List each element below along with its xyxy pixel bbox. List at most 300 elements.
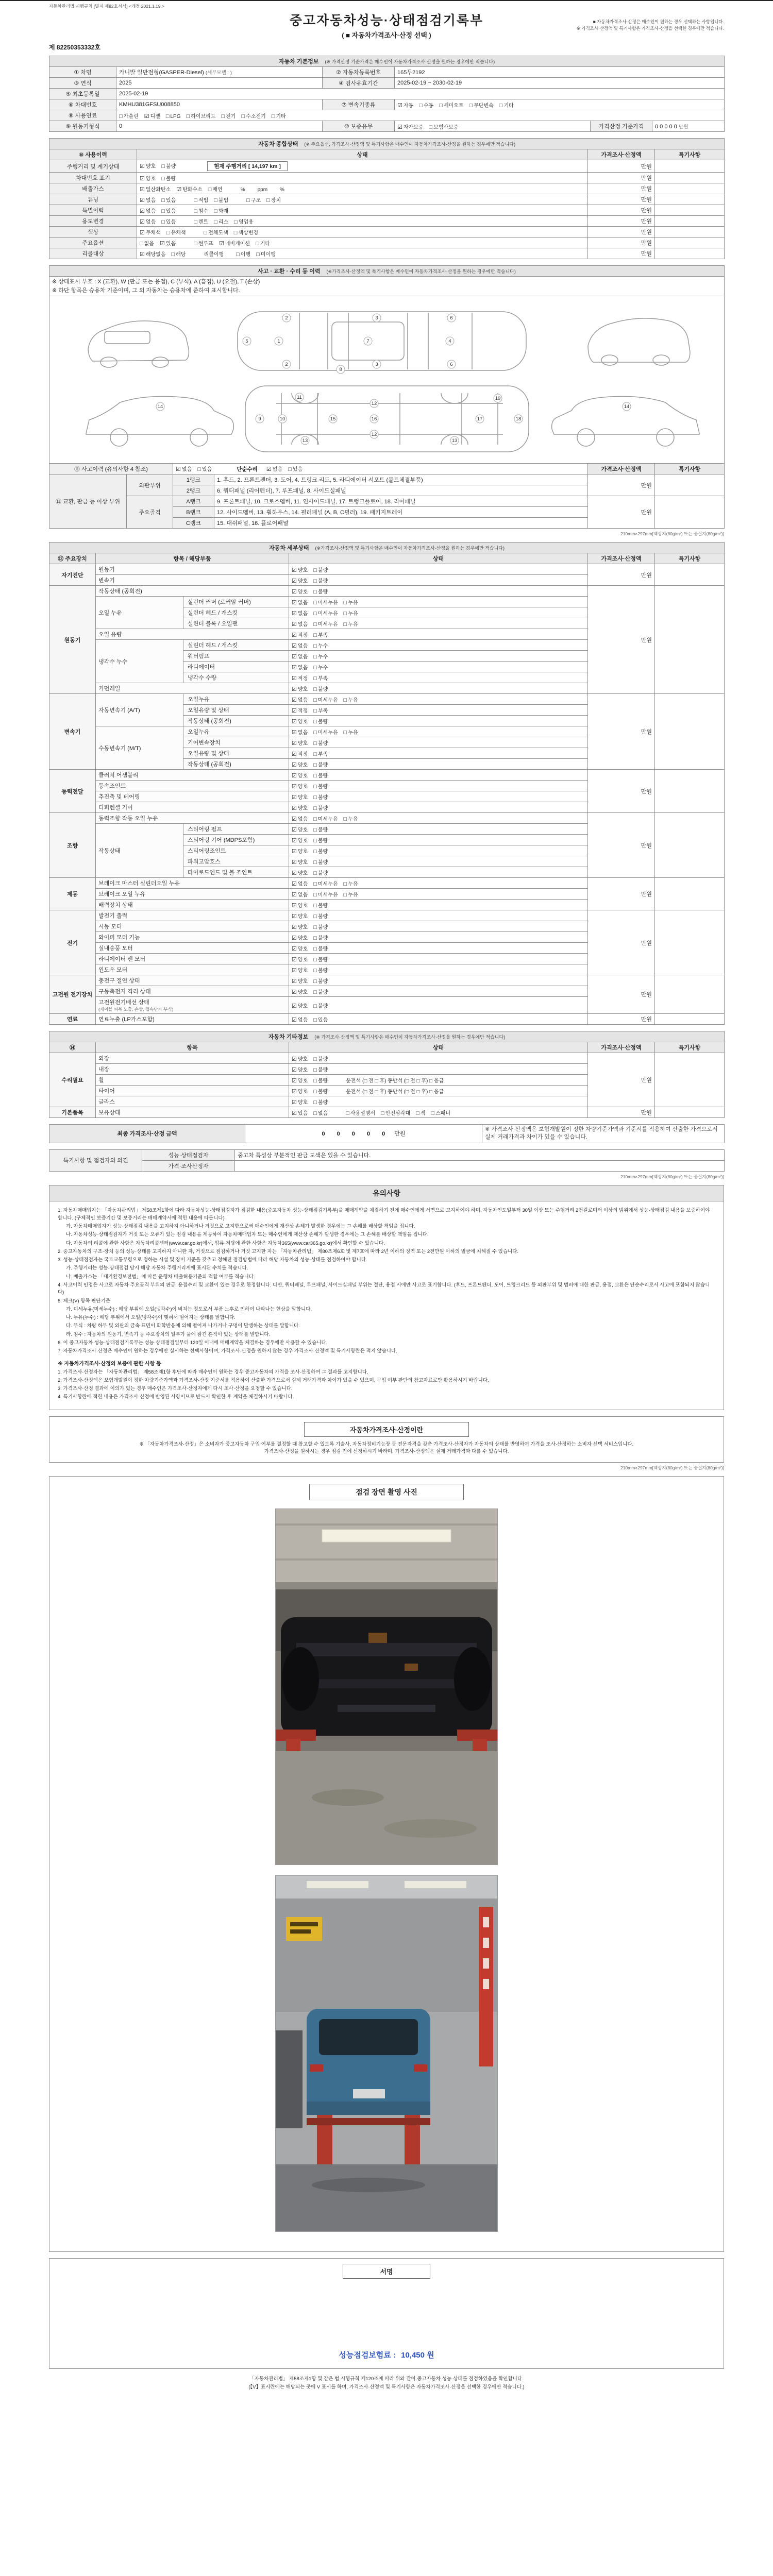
checkbox-option[interactable]: □ 불량: [313, 967, 328, 974]
checkbox-icon: □: [313, 567, 317, 573]
checkbox-option[interactable]: □ 무단변속: [469, 102, 494, 109]
checkbox-icon: □: [313, 880, 317, 887]
checkbox-icon: □: [313, 642, 317, 649]
checkbox-option[interactable]: □ 누수: [313, 664, 328, 671]
checkbox-option[interactable]: ☑ 양호: [292, 924, 308, 930]
checkbox-option[interactable]: □ 불량: [313, 1077, 328, 1084]
checkbox-option[interactable]: □ 불량: [313, 761, 328, 768]
checkbox-option[interactable]: ☑ 자동: [397, 102, 414, 109]
state-cell: [137, 173, 588, 183]
checkbox-option[interactable]: ☑ 양호: [292, 826, 308, 833]
checkbox-option[interactable]: □ 없음: [140, 240, 154, 247]
price-cell[interactable]: 만원: [588, 194, 655, 205]
checkbox-option[interactable]: ☑ 없음: [292, 1016, 308, 1023]
checkbox-option[interactable]: ☑ 양호: [292, 718, 308, 725]
underbody-view: [245, 386, 529, 452]
state-cell: [137, 205, 588, 216]
checkbox-option[interactable]: □ 누유: [343, 610, 358, 617]
checkbox-option[interactable]: ☑ 양호: [292, 794, 308, 801]
checkbox-option[interactable]: □ 불량: [313, 859, 328, 866]
note-cell[interactable]: [655, 1014, 725, 1025]
checkbox-option[interactable]: ☑ 양호: [292, 805, 308, 811]
checkbox-icon: □: [313, 783, 317, 790]
device-row: [49, 694, 725, 705]
price-cell[interactable]: 만원: [588, 694, 655, 770]
note-cell[interactable]: [655, 183, 725, 194]
checkbox-option[interactable]: □ 불량: [313, 1066, 328, 1073]
price-cell[interactable]: 만원: [588, 564, 655, 586]
price-cell[interactable]: 만원: [588, 813, 655, 878]
checkbox-option[interactable]: □ 전기: [221, 113, 236, 120]
item-label: 발전기 출력: [96, 910, 289, 921]
checkbox-option[interactable]: □ 불량: [313, 1088, 328, 1095]
notice-line: 1. 가격조사·산정자는 「자동차관리법」 제58조제1항 후단에 따라 매수인이 원하는 경우 중고자동차의 가격을 조사·산정하여 그 결과를 고지합니다.: [58, 1369, 368, 1375]
checkbox-option[interactable]: ☑ 양호: [292, 967, 308, 974]
checkbox-option[interactable]: □ 불량: [313, 1056, 328, 1062]
checkbox-option[interactable]: ☑ 없음: [292, 642, 308, 649]
inspector-opinion[interactable]: 중고차 특성상 부분적인 판금 도색은 있을 수 있습니다.: [235, 1149, 725, 1160]
checkbox-option[interactable]: ☑ 양호: [292, 956, 308, 963]
checkbox-icon: □: [194, 240, 197, 247]
panel-part-label: 주요골격: [127, 496, 173, 529]
price-cell[interactable]: 만원: [588, 248, 655, 259]
checkbox-option[interactable]: ☑ 양호: [292, 783, 308, 790]
checkbox-option[interactable]: ☑ 양호: [292, 1056, 308, 1062]
rank-label: B랭크: [173, 507, 214, 518]
checkbox-icon: ☑: [292, 729, 297, 736]
checkbox-icon: ☑: [176, 466, 181, 472]
checkbox-option[interactable]: □ 전체도색: [204, 229, 228, 236]
note-cell[interactable]: [655, 248, 725, 259]
checkbox-option[interactable]: □ 잭: [416, 1110, 426, 1116]
checkbox-option[interactable]: □ 있음: [161, 197, 176, 204]
checkbox-option[interactable]: □ 보험사보증: [429, 124, 459, 130]
checkbox-option[interactable]: □ 화재: [214, 208, 229, 214]
usage-item-label: 리콜대상: [49, 248, 137, 259]
checkbox-option[interactable]: □ 렌트: [194, 218, 209, 225]
checkbox-option[interactable]: ☑ 양호: [292, 740, 308, 747]
checkbox-option[interactable]: □ 미세누유: [313, 729, 338, 736]
checkbox-option[interactable]: □ 기타: [499, 102, 514, 109]
checkbox-icon: ☑: [140, 251, 145, 258]
checkbox-option[interactable]: ☑ 양호: [140, 175, 156, 182]
checkbox-option[interactable]: ☑ 양호: [292, 567, 308, 573]
checkbox-icon: □: [343, 599, 347, 606]
checkbox-option[interactable]: □ 스패너: [431, 1110, 451, 1116]
checkbox-icon: ☑: [292, 880, 297, 887]
checkbox-icon: ☑: [292, 816, 297, 822]
item-label: 시동 모터: [96, 921, 289, 932]
checkbox-option[interactable]: □ 미이행: [256, 251, 276, 258]
section-title-detail: 자동차 세부상태 (※가격조사·산정액 및 특기사항은 매수인이 자동차가격조사·산정을 원하는 경우에만 적습니다): [49, 543, 725, 553]
checkbox-option[interactable]: □ 영업용: [234, 218, 254, 225]
checkbox-option[interactable]: □ 미세누유: [313, 610, 338, 617]
checkbox-option[interactable]: ☑ 양호: [292, 978, 308, 985]
note-cell[interactable]: [655, 205, 725, 216]
base-price-value[interactable]: 0 0 0 0 0 만원: [652, 121, 725, 132]
checkbox-icon: □: [204, 229, 208, 236]
note-cell[interactable]: [655, 878, 725, 910]
checkbox-option[interactable]: ☑ 양호: [292, 1003, 308, 1009]
price-cell[interactable]: 만원: [588, 474, 655, 496]
rank-label: 1랭크: [173, 474, 214, 485]
checkbox-option[interactable]: ☑ 있음: [292, 1110, 308, 1116]
checkbox-option[interactable]: □ 누수: [313, 642, 328, 649]
checkbox-option[interactable]: ☑ 양호: [292, 870, 308, 876]
checkbox-option[interactable]: ☑ 무채색: [140, 229, 161, 236]
checkbox-option[interactable]: ☑ 양호: [292, 588, 308, 595]
price-cell[interactable]: 만원: [588, 1014, 655, 1025]
checkbox-option[interactable]: □ 불량: [313, 935, 328, 941]
checkbox-option[interactable]: □ 누유: [343, 891, 358, 898]
price-cell[interactable]: 만원: [588, 205, 655, 216]
checkbox-option[interactable]: □ 미세누유: [313, 816, 338, 822]
item-label: 외장: [96, 1053, 289, 1064]
device-row: [49, 975, 725, 986]
checkbox-option[interactable]: ☑ 없음: [292, 653, 308, 660]
checkbox-icon: ☑: [292, 632, 297, 638]
note-cell[interactable]: [655, 770, 725, 813]
checkbox-option[interactable]: ☑ 양호: [292, 945, 308, 952]
state-cell: [289, 856, 588, 867]
price-cell[interactable]: 만원: [588, 878, 655, 910]
checkbox-option[interactable]: □ 있음: [161, 218, 176, 225]
checkbox-option[interactable]: □ 리스: [214, 218, 229, 225]
checkbox-option[interactable]: □ 부족: [313, 632, 328, 638]
checkbox-icon: ☑: [292, 794, 297, 801]
accident-history-label: ⑪ 사고이력 (유의사항 4 참조): [49, 464, 173, 474]
checkbox-option[interactable]: □ 해당: [171, 251, 186, 258]
checkbox-option[interactable]: ☑ 없음: [292, 880, 308, 887]
state-cell: [289, 705, 588, 716]
checkbox-option[interactable]: □ 누유: [343, 621, 358, 628]
price-cell[interactable]: 만원: [588, 227, 655, 238]
checkbox-option[interactable]: ☑ 양호: [292, 761, 308, 768]
checkbox-icon: □: [313, 621, 317, 628]
checkbox-option[interactable]: □ 장치: [266, 197, 281, 204]
checkbox-option[interactable]: □ 불량: [313, 956, 328, 963]
subitem-label: 오일누유: [183, 694, 289, 705]
checkbox-option[interactable]: □ 없음: [313, 1110, 328, 1116]
device-group-label: 수리필요: [49, 1053, 96, 1107]
checkbox-option[interactable]: ☑ 양호: [292, 686, 308, 692]
checkbox-option[interactable]: ☑ 없음: [140, 197, 156, 204]
checkbox-option[interactable]: ☑ 없음: [140, 218, 156, 225]
checkbox-option[interactable]: □ 미세누유: [313, 880, 338, 887]
checkbox-option[interactable]: □ 불량: [313, 837, 328, 844]
checkbox-option[interactable]: □ 불량: [313, 826, 328, 833]
checkbox-option[interactable]: □ 불량: [313, 870, 328, 876]
checkbox-option[interactable]: □ 수동: [419, 102, 434, 109]
checkbox-option[interactable]: ☑ 없음: [292, 891, 308, 898]
note-cell[interactable]: [655, 173, 725, 183]
checkbox-option[interactable]: □ 불량: [313, 578, 328, 584]
checkbox-option[interactable]: □ 있음: [161, 208, 176, 214]
checkbox-option[interactable]: ☑ 없음: [140, 208, 156, 214]
checkbox-option[interactable]: □ 불량: [313, 989, 328, 995]
note-cell[interactable]: [655, 694, 725, 770]
checkbox-option[interactable]: □ 불법: [214, 197, 229, 204]
price-cell[interactable]: 만원: [588, 586, 655, 694]
checkbox-option[interactable]: □ 불량: [313, 913, 328, 920]
checkbox-option[interactable]: ☑ 없음: [292, 621, 308, 628]
checkbox-option[interactable]: □ 부족: [313, 707, 328, 714]
checkbox-option[interactable]: ☑ 양호: [292, 1066, 308, 1073]
note-cell[interactable]: [655, 216, 725, 227]
note-cell[interactable]: [655, 194, 725, 205]
checkbox-option[interactable]: ☑ 없음: [292, 729, 308, 736]
usage-history-row: [49, 238, 725, 248]
checkbox-icon: □: [431, 1110, 435, 1116]
checkbox-icon: □: [313, 588, 317, 595]
checkbox-option[interactable]: □ 수소전기: [241, 113, 266, 120]
checkbox-option[interactable]: □ 불량: [313, 588, 328, 595]
svg-text:5: 5: [245, 338, 248, 344]
checkbox-option[interactable]: ☑ 일산화탄소: [140, 186, 171, 193]
checkbox-option[interactable]: □ 매연: [208, 186, 223, 193]
appraiser-opinion[interactable]: [235, 1160, 725, 1171]
checkbox-icon: ☑: [292, 642, 297, 649]
checkbox-option[interactable]: ☑ 양호: [292, 1088, 308, 1095]
checkbox-option[interactable]: ☑ 없음: [292, 816, 308, 822]
item-label: 냉각수 누수: [96, 640, 183, 683]
checkbox-option[interactable]: □ 부족: [313, 751, 328, 757]
notice-line: 2. 가격조사·산정액은 보험개발원이 정한 차량기준가액과 가격조사·산정 기준서를 적용하여 산출한 가격으로서 실제 거래가격과 차이가 있을 수 있으며, 구입 여부 판단의 참고자료로만 활용하시기 바랍니다.: [58, 1377, 489, 1383]
checkbox-option[interactable]: □ 누유: [343, 599, 358, 606]
checkbox-option[interactable]: ☑ 양호: [292, 848, 308, 855]
checkbox-icon: ☑: [292, 664, 297, 671]
checkbox-icon: □: [343, 697, 347, 703]
checkbox-option[interactable]: □ 썬루프: [194, 240, 213, 247]
checkbox-option[interactable]: ☑ 적정: [292, 632, 308, 638]
photo-rear-art: [276, 1876, 497, 2231]
checkbox-option[interactable]: □ 기타: [271, 113, 286, 120]
item-label: 실내송풍 모터: [96, 943, 289, 954]
checkbox-option[interactable]: ☑ 해당없음: [140, 251, 166, 258]
note-cell[interactable]: [655, 227, 725, 238]
checkbox-option[interactable]: ☑ 양호: [292, 989, 308, 995]
checkbox-option[interactable]: □ 불량: [313, 686, 328, 692]
checkbox-option[interactable]: ☑ 없음: [292, 599, 308, 606]
checkbox-icon: ☑: [292, 578, 297, 584]
checkbox-option[interactable]: ☑ 있음: [159, 240, 176, 247]
checkbox-icon: ☑: [292, 913, 297, 920]
checkbox-option[interactable]: □ 불량: [161, 163, 176, 170]
checkbox-option[interactable]: □ 적법: [194, 197, 209, 204]
checkbox-icon: □: [236, 251, 240, 258]
checkbox-option[interactable]: ☑ 탄화수소: [176, 186, 203, 193]
checkbox-icon: ☑: [292, 826, 297, 833]
note-cell[interactable]: [655, 238, 725, 248]
note-cell[interactable]: [655, 496, 725, 529]
state-cell: [137, 248, 588, 259]
checkbox-icon: □: [313, 675, 317, 682]
subitem-label: 작동상태 (공회전): [183, 716, 289, 726]
item-label: 내장: [96, 1064, 289, 1075]
checkbox-option[interactable]: ☑ 없음: [292, 664, 308, 671]
checkbox-option[interactable]: □ 기타: [256, 240, 270, 247]
checkbox-option[interactable]: □ 세미오토: [439, 102, 464, 109]
checkbox-option[interactable]: □ 누유: [343, 729, 358, 736]
checkbox-option[interactable]: ☑ 양호: [292, 578, 308, 584]
svg-text:12: 12: [371, 432, 377, 437]
price-cell[interactable]: 만원: [588, 910, 655, 975]
state-cell: [289, 867, 588, 878]
note-cell[interactable]: [655, 1053, 725, 1107]
checkbox-option[interactable]: □ 불량: [313, 805, 328, 811]
subitem-label: 오일누유: [183, 726, 289, 737]
final-price-amount[interactable]: 0 0 0 0 0 만원: [245, 1125, 482, 1143]
checkbox-option[interactable]: ☑ 양호: [292, 1077, 308, 1084]
checkbox-option[interactable]: ☑ 적정: [292, 707, 308, 714]
checkbox-option[interactable]: □ 불량: [161, 175, 176, 182]
checkbox-icon: ☑: [292, 751, 297, 757]
checkbox-option[interactable]: □ 사용설명서: [346, 1110, 376, 1116]
checkbox-option[interactable]: □ 미세누유: [313, 697, 338, 703]
checkbox-option[interactable]: □ 미세누유: [313, 599, 338, 606]
note-cell[interactable]: [655, 910, 725, 975]
checkbox-option[interactable]: □ 불량: [313, 1003, 328, 1009]
note-cell[interactable]: [655, 586, 725, 694]
checkbox-option[interactable]: □ 불량: [313, 924, 328, 930]
checkbox-option[interactable]: □ 불량: [313, 567, 328, 573]
checkbox-option[interactable]: □ 불량: [313, 1099, 328, 1106]
checkbox-option[interactable]: ☑ 없음: [266, 466, 283, 472]
notice-line: 가. 주행거리는 성능·상태점검 당시 해당 자동차 주행거리계에 표시된 수치를 적습니다.: [66, 1265, 248, 1272]
overall-condition-table: [49, 138, 725, 259]
checkbox-option[interactable]: ☑ 없음: [176, 466, 192, 472]
note-cell[interactable]: [655, 975, 725, 1014]
subitem-label: 오일유량 및 상태: [183, 748, 289, 759]
note-cell[interactable]: [655, 160, 725, 173]
price-cell[interactable]: 만원: [588, 183, 655, 194]
checkbox-option[interactable]: ☑ 양호: [292, 902, 308, 909]
checkbox-option[interactable]: □ LPG: [165, 113, 181, 120]
note-cell[interactable]: [655, 813, 725, 878]
checkbox-option[interactable]: ☑ 양호: [292, 1099, 308, 1106]
checkbox-option[interactable]: ☑ 디젤: [144, 113, 160, 120]
checkbox-option[interactable]: ☑ 없음: [292, 697, 308, 703]
checkbox-option[interactable]: □ 하이브리드: [186, 113, 216, 120]
checkbox-option[interactable]: □ 불량: [313, 772, 328, 779]
checkbox-icon: □: [343, 621, 347, 628]
checkbox-option[interactable]: □ 있음: [197, 466, 212, 472]
checkbox-option[interactable]: □ 누유: [343, 816, 358, 822]
state-cell: [137, 194, 588, 205]
device-row: [49, 878, 725, 889]
checkbox-option[interactable]: □ 있음: [288, 466, 303, 472]
state-text: 리콜이행: [204, 251, 224, 258]
price-cell[interactable]: 만원: [588, 173, 655, 183]
checkbox-icon: ☑: [292, 1099, 297, 1106]
checkbox-option[interactable]: □ 누유: [343, 697, 358, 703]
checkbox-option[interactable]: ☑ 네비게이션: [219, 240, 250, 247]
checkbox-option[interactable]: ☑ 적정: [292, 751, 308, 757]
checkbox-icon: □: [313, 1056, 317, 1062]
checkbox-option[interactable]: □ 가솔린: [119, 113, 139, 120]
checkbox-icon: □: [194, 208, 197, 214]
field-label-vin: ⑥ 차대번호: [49, 99, 116, 110]
state-cell: [289, 575, 588, 586]
notice-line: ※ 자동차가격조사·산정의 보증에 관한 사항 등: [58, 1361, 161, 1367]
checkbox-option[interactable]: □ 불량: [313, 718, 328, 725]
checkbox-icon: □: [313, 751, 317, 757]
checkbox-option[interactable]: □ 불량: [313, 740, 328, 747]
svg-text:18: 18: [515, 416, 521, 422]
usage-history-row: [49, 248, 725, 259]
car-name-value: 카니발 일반전형(GASPER-Diesel): [119, 70, 204, 76]
price-cell[interactable]: 만원: [588, 496, 655, 529]
section-title-misc: 자동차 기타정보 (※ 가격조사·산정액 및 특기사항은 매수인이 자동차가격조사·산정을 원하는 경우에만 적습니다): [49, 1031, 725, 1042]
checkbox-option[interactable]: □ 누수: [313, 653, 328, 660]
item-label: 오일 누유: [96, 597, 183, 629]
checkbox-option[interactable]: ☑ 양호: [292, 935, 308, 941]
checkbox-option[interactable]: □ 미세누유: [313, 621, 338, 628]
checkbox-option[interactable]: □ 침수: [194, 208, 209, 214]
checkbox-option[interactable]: □ 구조: [246, 197, 261, 204]
checkbox-icon: ☑: [292, 707, 297, 714]
checkbox-option[interactable]: ☑ 양호: [292, 772, 308, 779]
item-label: 수동변속기 (M/T): [96, 726, 183, 770]
usage-item-label: 배출가스: [49, 183, 137, 194]
checkbox-option[interactable]: ☑ 양호: [140, 163, 156, 170]
checkbox-option[interactable]: □ 불량: [313, 978, 328, 985]
note-cell[interactable]: [655, 564, 725, 586]
checkbox-option[interactable]: ☑ 양호: [292, 837, 308, 844]
checkbox-option[interactable]: □ 불량: [313, 783, 328, 790]
checkbox-option[interactable]: □ 불량: [313, 848, 328, 855]
price-cell[interactable]: 만원: [588, 160, 655, 173]
checkbox-option[interactable]: □ 불량: [313, 902, 328, 909]
price-cell[interactable]: 만원: [588, 238, 655, 248]
checkbox-option[interactable]: □ 있음: [313, 1016, 328, 1023]
checkbox-option[interactable]: ☑ 없음: [292, 610, 308, 617]
state-cell: [289, 813, 588, 824]
checkbox-option[interactable]: ☑ 적정: [292, 675, 308, 682]
note-cell[interactable]: [655, 474, 725, 496]
checkbox-icon: ☑: [292, 1056, 297, 1062]
simple-repair-label: 단순수리: [237, 466, 258, 472]
price-cell[interactable]: 만원: [588, 1053, 655, 1107]
title-notes: [577, 19, 724, 32]
device-group-label: 자기진단: [49, 564, 96, 586]
checkbox-option[interactable]: □ 부족: [313, 675, 328, 682]
checkbox-option[interactable]: □ 안전삼각대: [381, 1110, 411, 1116]
device-group-label: 고전원 전기장치: [49, 975, 96, 1014]
header-category: ⑭: [49, 1042, 96, 1053]
device-group-label: 동력전달: [49, 770, 96, 813]
car-submodel: (세부모델 : ): [205, 70, 232, 76]
checkbox-option[interactable]: ☑ 양호: [292, 859, 308, 866]
checkbox-option[interactable]: □ 색상변경: [233, 229, 259, 236]
price-cell[interactable]: 만원: [588, 975, 655, 1014]
checkbox-option[interactable]: □ 불량: [313, 945, 328, 952]
price-cell[interactable]: 만원: [588, 770, 655, 813]
checkbox-option[interactable]: □ 누유: [343, 880, 358, 887]
checkbox-option[interactable]: □ 미세누유: [313, 891, 338, 898]
price-cell[interactable]: 만원: [588, 1107, 655, 1118]
checkbox-option[interactable]: ☑ 양호: [292, 913, 308, 920]
device-row: [49, 910, 725, 921]
checkbox-option[interactable]: ☑ 자가보증: [397, 124, 424, 130]
price-cell[interactable]: 만원: [588, 216, 655, 227]
checkbox-option[interactable]: □ 불량: [313, 794, 328, 801]
checkbox-option[interactable]: □ 유채색: [166, 229, 186, 236]
note-cell[interactable]: [655, 1107, 725, 1118]
checkbox-icon: □: [119, 113, 123, 120]
usage-item-label: 특별이력: [49, 205, 137, 216]
checkbox-option[interactable]: □ 이행: [236, 251, 251, 258]
